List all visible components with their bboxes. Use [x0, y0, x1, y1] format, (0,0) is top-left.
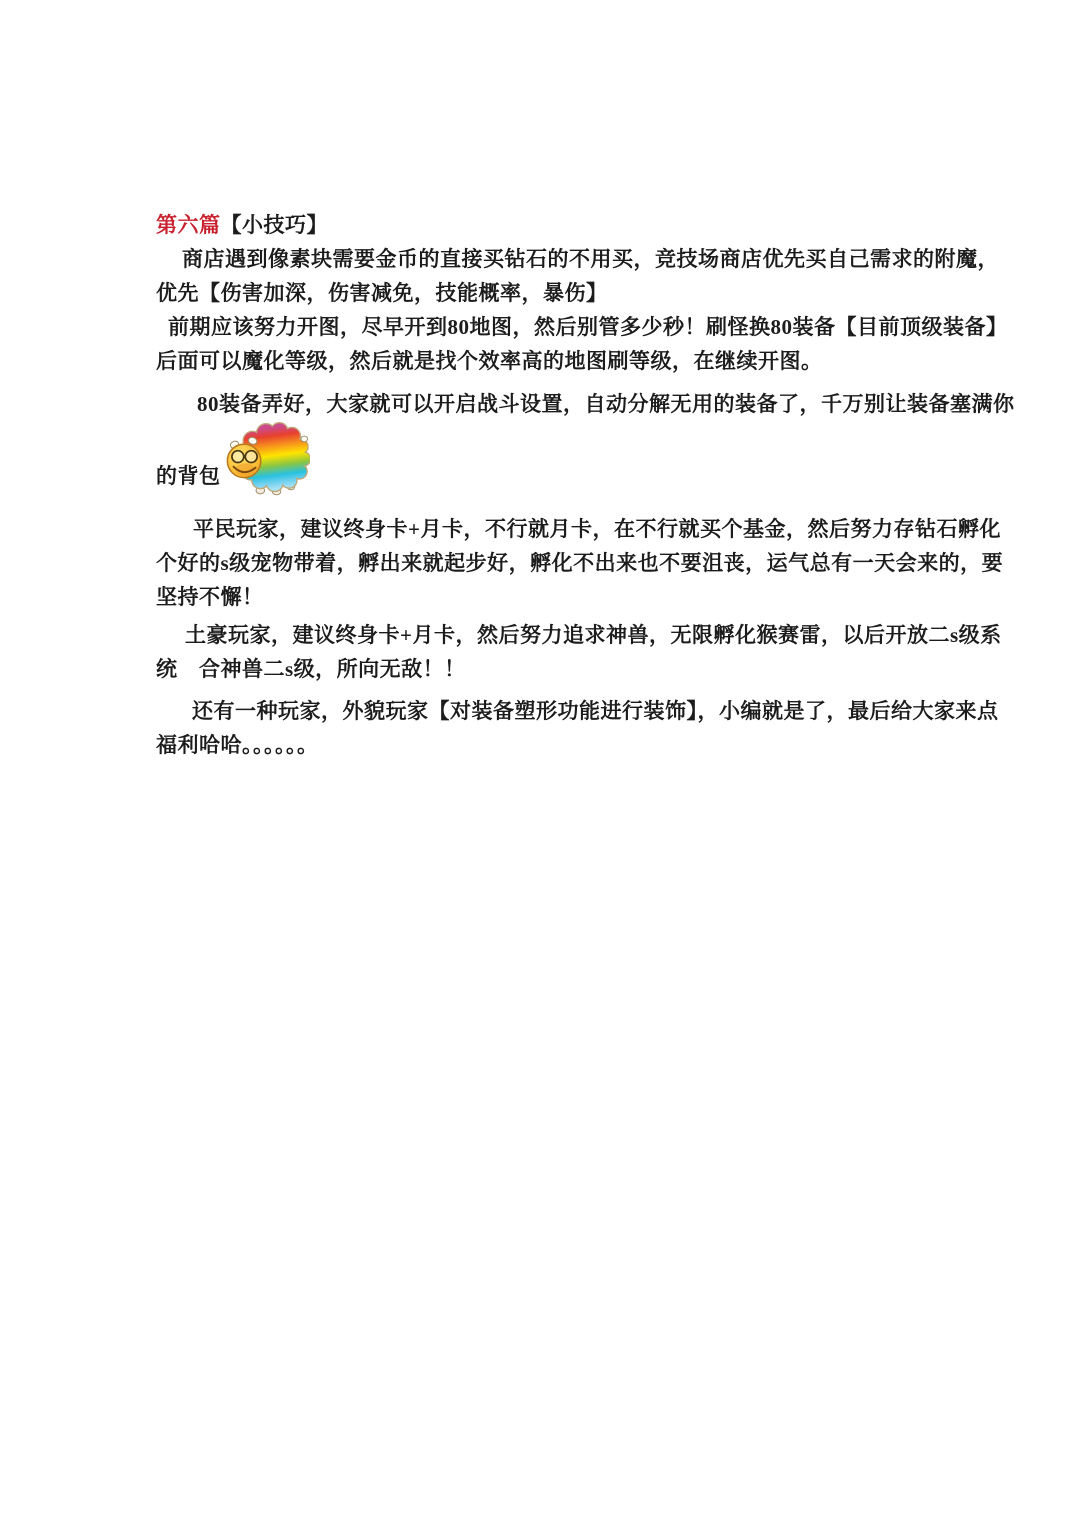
text-fragment: 的背包: [156, 464, 221, 488]
section-heading: [156, 208, 956, 242]
text-line: 前期应该努力开图，尽早开到80地图，然后别管多少秒！刷怪换80装备【目前顶级装备】: [168, 315, 1008, 339]
paragraph-equipment-settings: [156, 387, 1015, 497]
section-title: 【小技巧】: [220, 213, 328, 237]
paragraph-free-player-advice: [156, 512, 1004, 614]
text-line: 土豪玩家，建议终身卡+月卡，然后努力追求神兽，无限孵化猴赛雷，以后开放二s级系: [185, 623, 1002, 647]
text-line: 个好的s级宠物带着，孵出来就起步好，孵化不出来也不要沮丧，运气总有一天会来的，要: [156, 551, 1004, 575]
section-number: 第六篇: [156, 213, 221, 237]
text-line: 还有一种玩家，外貌玩家【对装备塑形功能进行装饰】，小编就是了，最后给大家来点: [192, 699, 999, 723]
text-line: 80装备弄好，大家就可以开启战斗设置，自动分解无用的装备了，千万别让装备塞满你: [197, 392, 1015, 416]
document-body: [156, 208, 1015, 762]
paragraph-whale-player-advice: [156, 618, 1002, 686]
text-line: 优先【伤害加深，伤害减免，技能概率，暴伤】: [156, 281, 608, 305]
paragraph-map-progress: [156, 310, 1008, 378]
paragraph-shop-tips: [156, 242, 999, 310]
paragraph-appearance-player: [156, 694, 999, 762]
text-line: 福利哈哈。。。。。。: [156, 733, 319, 757]
text-line: 后面可以魔化等级，然后就是找个效率高的地图刷等级，在继续开图。: [156, 349, 823, 373]
text-line: 平民玩家，建议终身卡+月卡，不行就月卡，在不行就买个基金，然后努力存钻石孵化: [193, 517, 1001, 541]
text-line: 坚持不懈！: [156, 585, 264, 609]
text-line-with-image: [156, 421, 956, 497]
text-line: 统 合神兽二s级，所向无敌！！: [156, 657, 466, 681]
rainbow-sheep-emoticon: [224, 421, 310, 497]
text-line: 商店遇到像素块需要金币的直接买钻石的不用买，竞技场商店优先买自己需求的附魔，: [182, 247, 999, 271]
